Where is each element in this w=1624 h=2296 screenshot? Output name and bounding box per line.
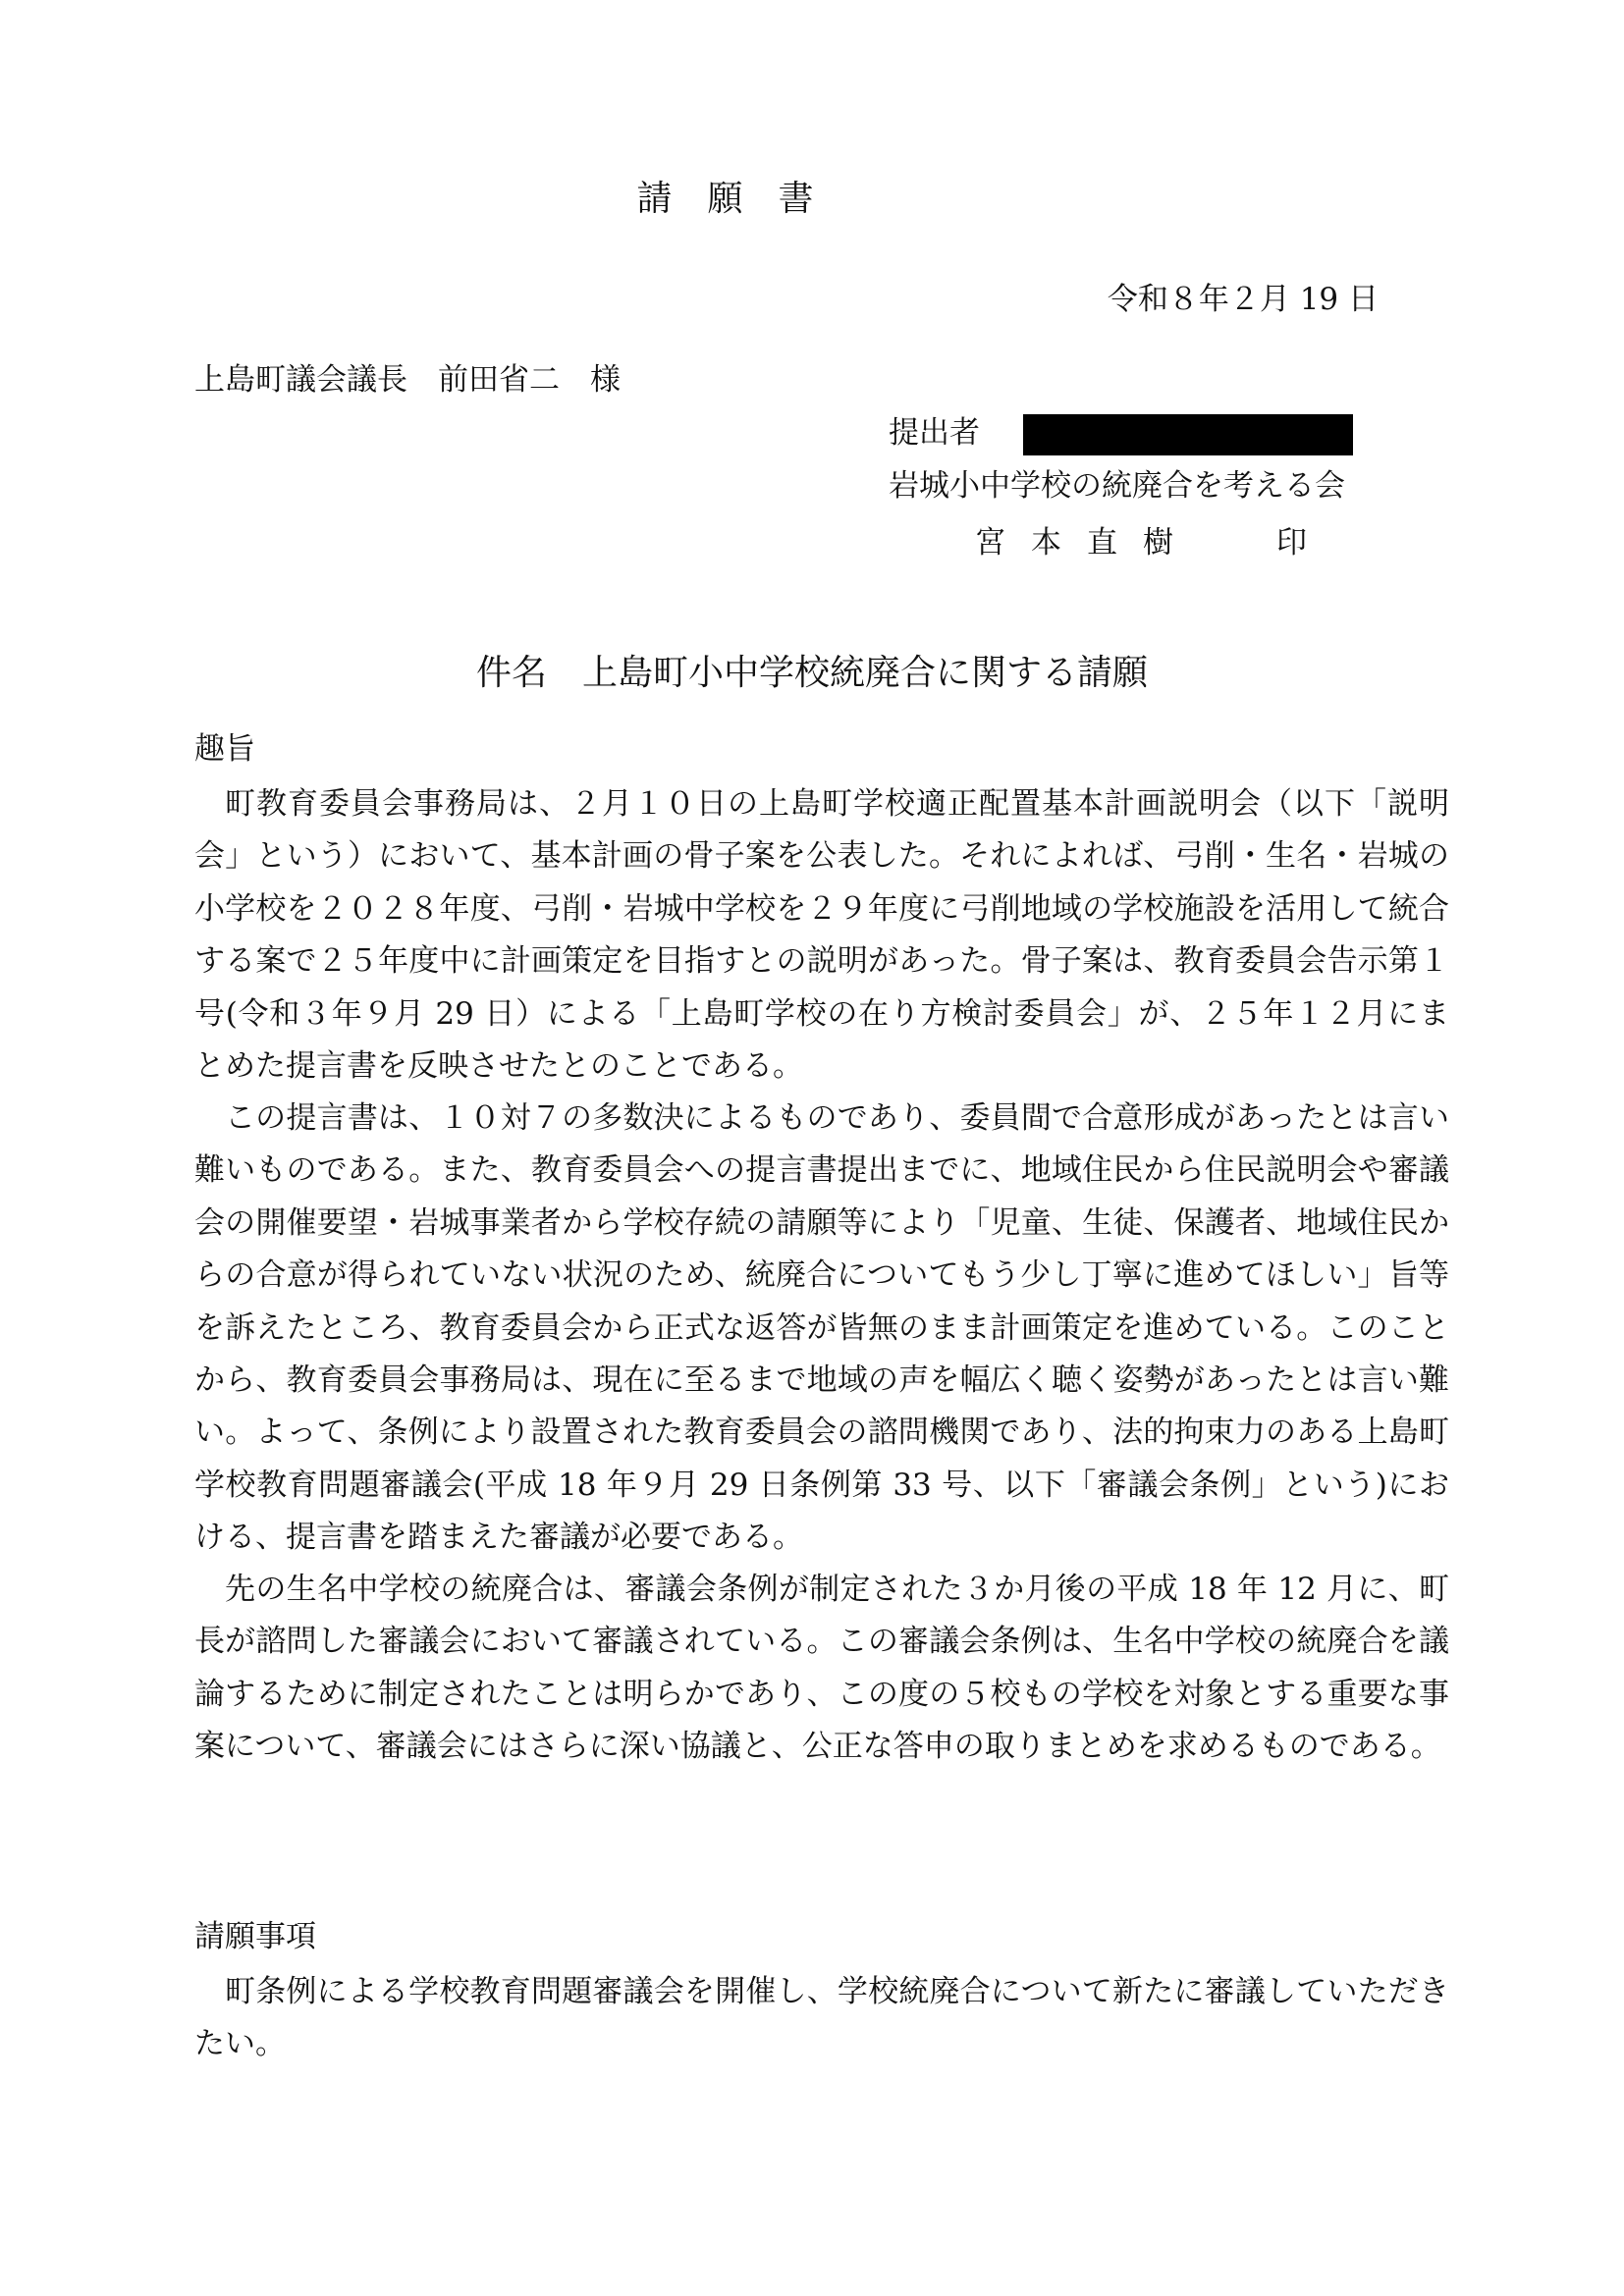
purpose-paragraph-1: 町教育委員会事務局は、２月１０日の上島町学校適正配置基本計画説明会（以下「説明会」という）において、基本計画の骨子案を公表した。それによれば、弓削・生名・岩城の小学校を２０２８年度、弓削・岩城中学校を２９年度に弓削地域の学校施設を活用して統合する案で２５年度中に計画策定を目指すとの説明があった。骨子案は、教育委員会告示第１号(令和３年９月 29 日）による「上島町学校の在り方検討委員会」が、２５年１２月にまとめた提言書を反映させたとのことである。 <box>194 786 1449 1085</box>
purpose-paragraph-3: 先の生名中学校の統廃合は、審議会条例が制定された３か月後の平成 18 年 12 月に、町長が諮問した審議会において審議されている。この審議会条例は、生名中学校の統廃合を議論するために制定されたことは明らかであり、この度の５校もの学校を対象とする重要な事案について、審議会にはさらに深い協議と、公正な答申の取りまとめを求めるものである。 <box>194 1572 1449 1765</box>
seal-mark: 印 <box>1276 525 1307 561</box>
purpose-paragraph-2: この提言書は、１０対７の多数決によるものであり、委員間で合意形成があったとは言い難いものである。また、教育委員会への提言書提出までに、地域住民から住民説明会や審議会の開催要望・岩城事業者から学校存続の請願等により「児童、生徒、保護者、地域住民からの合意が得られていない状況のため、統廃合についてもう少し丁寧に進めてほしい」旨等を訴えたところ、教育委員会から正式な返答が皆無のまま計画策定を進めている。このことから、教育委員会事務局は、現在に至るまで地域の声を幅広く聴く姿勢があったとは言い難い。よって、条例により設置された教育委員会の諮問機関であり、法的拘束力のある上島町学校教育問題審議会(平成 18 年９月 29 日条例第 33 号、以下「審議会条例」という)における、提言書を踏まえた審議が必要である。 <box>194 1100 1449 1556</box>
redacted-name-block <box>1023 414 1353 455</box>
document-date: 令和８年２月 19 日 <box>1107 282 1379 317</box>
submitter-label: 提出者 <box>889 415 980 451</box>
request-paragraph: 町条例による学校教育問題審議会を開催し、学校統廃合について新たに審議していただきたい。 <box>194 1974 1449 2062</box>
document-title: 請願書 <box>636 179 849 219</box>
submitter-representative: 宮本直樹 <box>975 525 1199 561</box>
addressee: 上島町議会議長 前田省二 様 <box>194 362 621 398</box>
purpose-heading: 趣旨 <box>194 731 255 767</box>
submitter-organization: 岩城小中学校の統廃合を考える会 <box>889 468 1345 504</box>
subject-line: 件名 上島町小中学校統廃合に関する請願 <box>475 653 1148 693</box>
request-heading: 請願事項 <box>194 1919 316 1954</box>
